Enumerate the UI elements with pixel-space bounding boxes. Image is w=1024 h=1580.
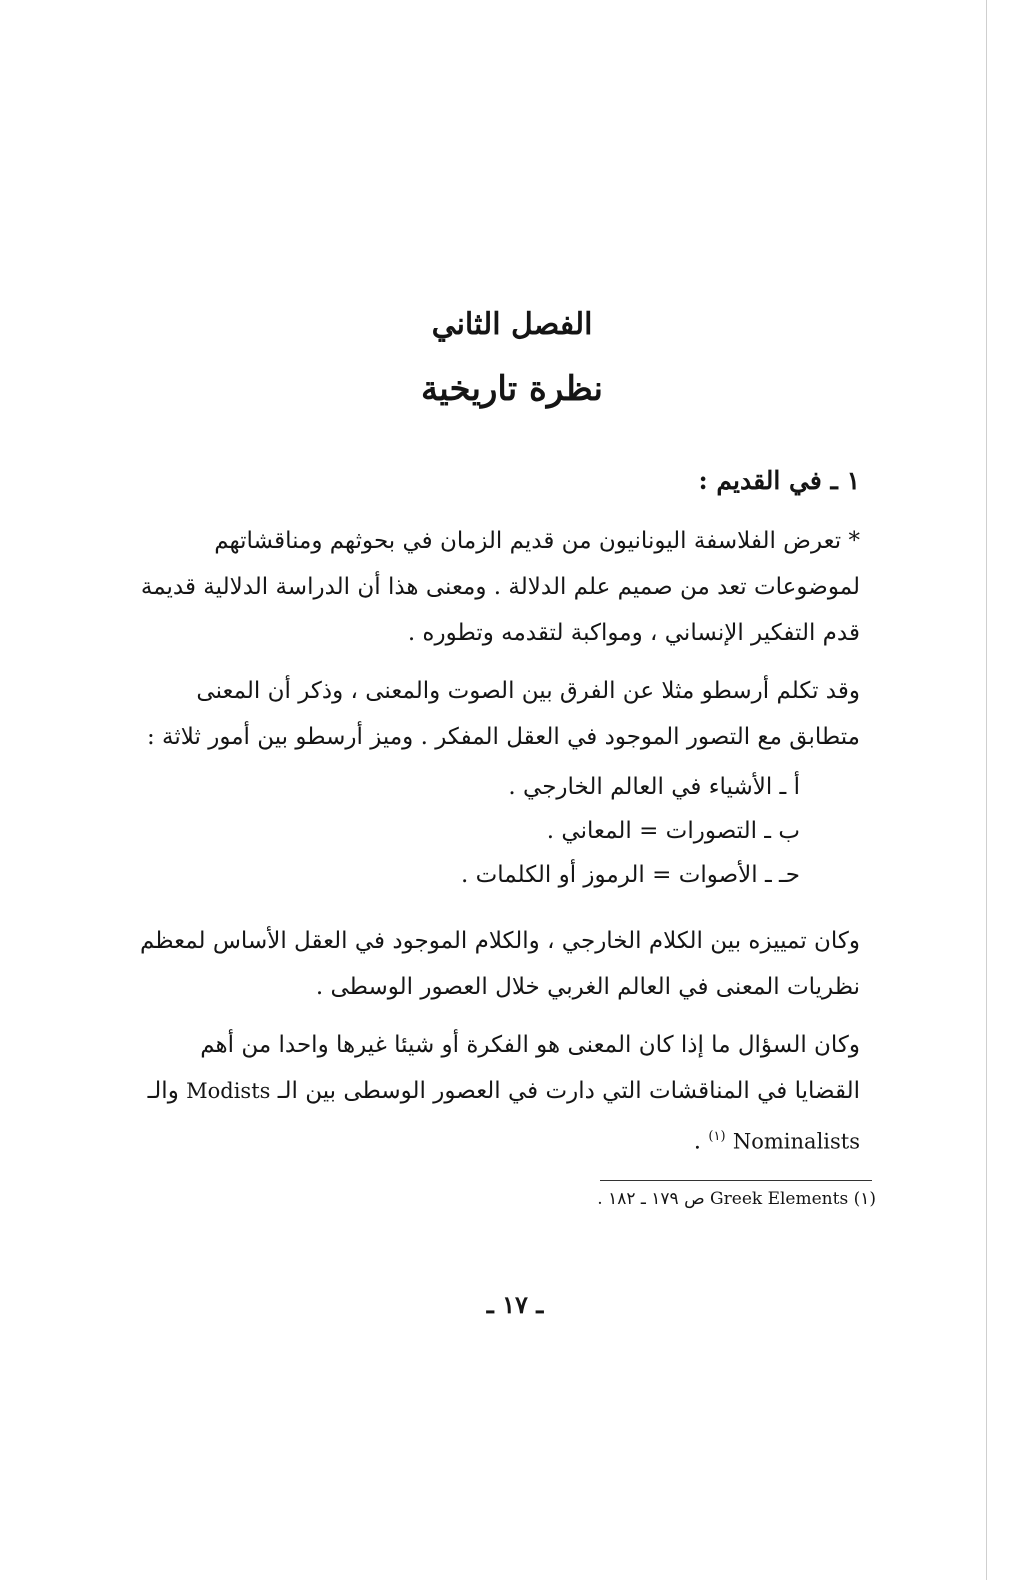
paragraph-line [160, 1114, 860, 1160]
term-modists: Modists [186, 1079, 271, 1103]
list-item: ب ـ التصورات = المعاني . [546, 818, 800, 844]
paragraph-line: وكان تمييزه بين الكلام الخارجي ، والكلام الموجود في العقل الأساس لمعظم [139, 928, 860, 954]
term-nominalists: Nominalists [732, 1129, 860, 1154]
line-prefix: القضايا في المناقشات التي دارت في العصور الوسطى بين الـ [277, 1078, 860, 1104]
footnote-pages: ص ١٧٩ ـ ١٨٢ . [597, 1189, 705, 1209]
paragraph-1 [140, 518, 860, 656]
footnote-marker: (١) [853, 1189, 876, 1209]
chapter-subtitle: نظرة تاريخية [421, 369, 603, 409]
footnote-divider [600, 1180, 872, 1181]
page-edge-line [986, 0, 987, 1580]
paragraph-line: متطابق مع التصور الموجود في العقل المفكر . وميز أرسطو بين أمور ثلاثة : [147, 724, 860, 750]
chapter-title: الفصل الثاني [431, 307, 593, 342]
footnote-source: Greek Elements [710, 1189, 849, 1209]
paragraph-line: نظريات المعنى في العالم الغربي خلال العصور الوسطى . [315, 974, 860, 1000]
paragraph-line: * تعرض الفلاسفة اليونانيون من قديم الزمان في بحوثهم ومناقشاتهم [214, 528, 860, 554]
footnote [560, 1186, 876, 1212]
aristotle-list [160, 765, 800, 897]
footnote-reference: (١) [708, 1129, 726, 1144]
line-end: . [693, 1128, 702, 1155]
page-number: ـ ١٧ ـ [486, 1290, 544, 1319]
paragraph-line: وقد تكلم أرسطو مثلا عن الفرق بين الصوت والمعنى ، وذكر أن المعنى [196, 678, 860, 704]
paragraph-4 [147, 1022, 860, 1160]
paragraph-line: لموضوعات تعد من صميم علم الدلالة . ومعنى هذا أن الدراسة الدلالية قديمة [140, 574, 860, 600]
section-heading: ١ ـ في القديم : [698, 466, 860, 495]
paragraph-line: وكان السؤال ما إذا كان المعنى هو الفكرة أو شيئا غيرها واحدا من أهم [200, 1032, 860, 1058]
line-suffix: والـ [147, 1078, 179, 1104]
list-item: حـ ـ الأصوات = الرموز أو الكلمات . [461, 862, 800, 888]
paragraph-line [147, 1068, 860, 1114]
paragraph-3 [139, 918, 860, 1010]
paragraph-line: قدم التفكير الإنساني ، ومواكبة لتقدمه وتطوره . [407, 620, 860, 646]
list-item: أ ـ الأشياء في العالم الخارجي . [508, 774, 800, 800]
paragraph-2 [147, 668, 860, 760]
